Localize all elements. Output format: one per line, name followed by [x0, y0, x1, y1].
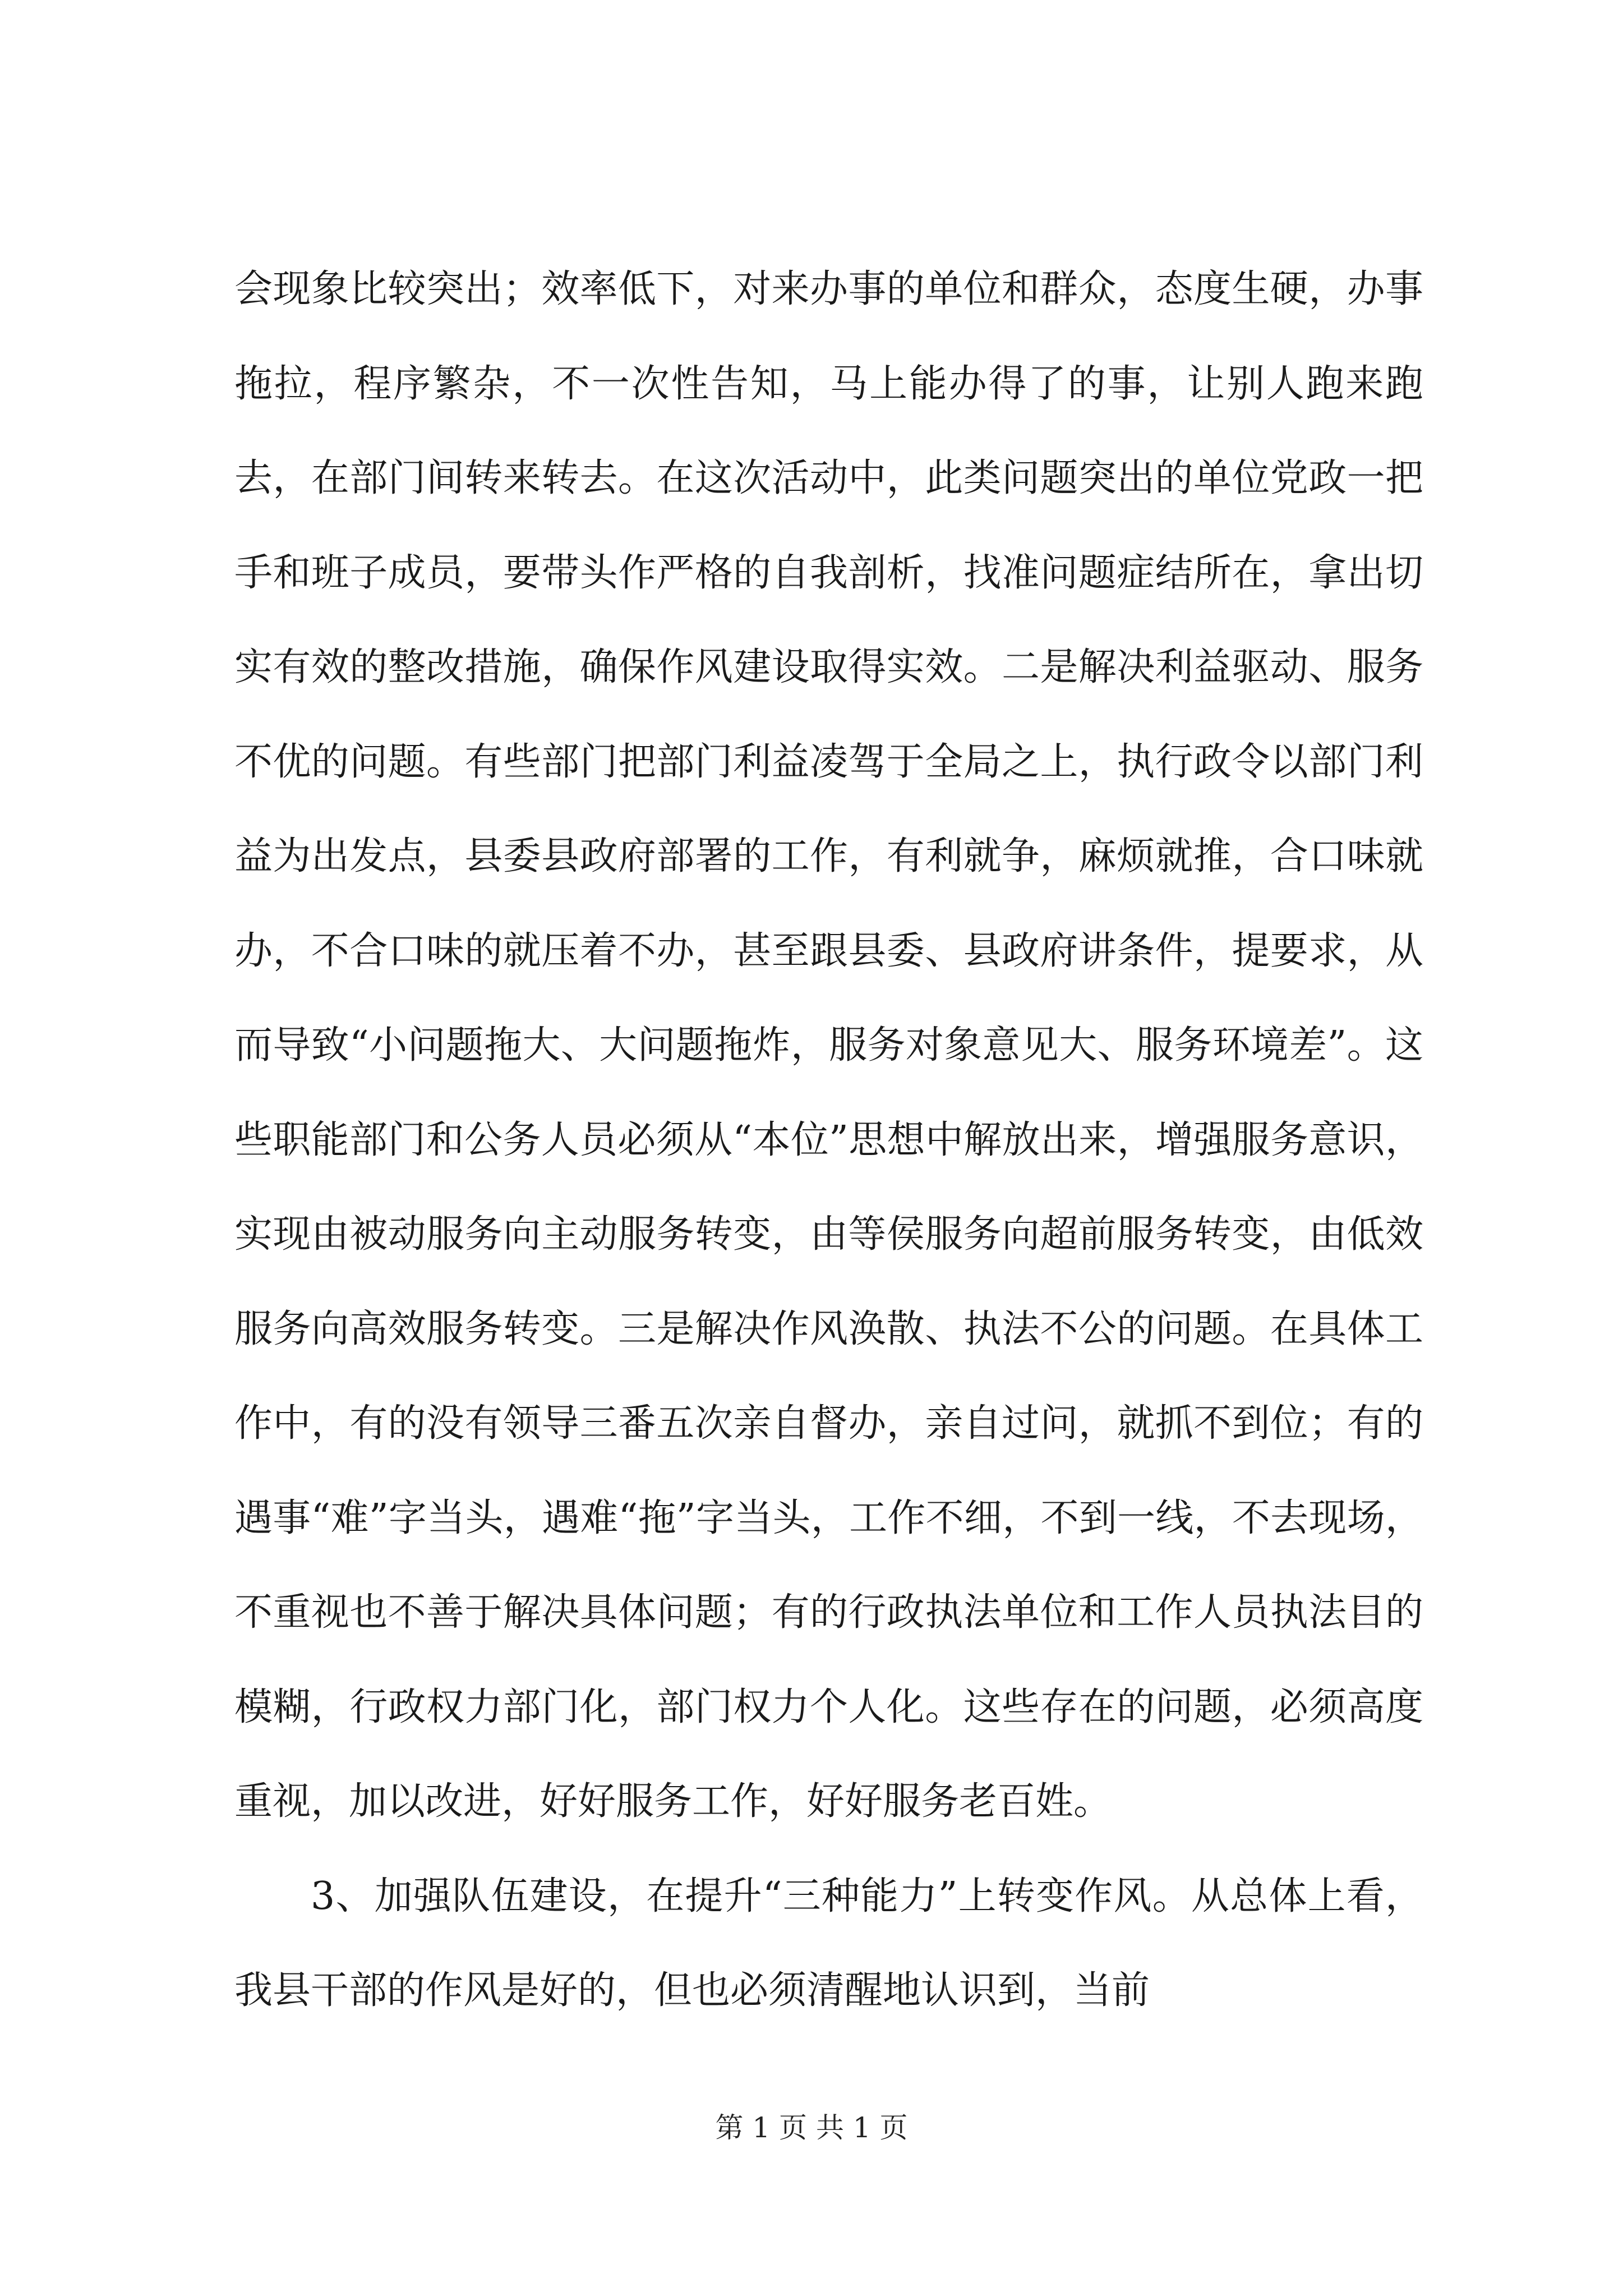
document-body: [234, 242, 1423, 2039]
page-footer: 第 1 页 共 1 页: [715, 2111, 908, 2144]
paragraph-2: 3、加强队伍建设，在提升“三种能力”上转变作风。从总体上看，我县干部的作风是好的，但也必须清醒地认识到，当前: [234, 1874, 1423, 2013]
paragraph-1: 会现象比较突出；效率低下，对来办事的单位和群众，态度生硬，办事拖拉，程序繁杂，不一次性告知，马上能办得了的事，让别人跑来跑去，在部门间转来转去。在这次活动中，此类问题突出的单位党政一把手和班子成员，要带头作严格的自我剖析，找准问题症结所在，拿出切实有效的整改措施，确保作风建设取得实效。二是解决利益驱动、服务不优的问题。有些部门把部门利益凌驾于全局之上，执行政令以部门利益为出发点，县委县政府部署的工作，有利就争，麻烦就推，合口味就办，不合口味的就压着不办，甚至跟县委、县政府讲条件，提要求，从而导致“小问题拖大、大问题拖炸，服务对象意见大、服务环境差”。这些职能部门和公务人员必须从“本位”思想中解放出来，增强服务意识，实现由被动服务向主动服务转变，由等侯服务向超前服务转变，由低效服务向高效服务转变。三是解决作风涣散、执法不公的问题。在具体工作中，有的没有领导三番五次亲自督办，亲自过问，就抓不到位；有的遇事“难”字当头，遇难“拖”字当头，工作不细，不到一线，不去现场，不重视也不善于解决具体问题；有的行政执法单位和工作人员执法目的模糊，行政权力部门化，部门权力个人化。这些存在的问题，必须高度重视，加以改进，好好服务工作，好好服务老百姓。: [234, 267, 1423, 1824]
